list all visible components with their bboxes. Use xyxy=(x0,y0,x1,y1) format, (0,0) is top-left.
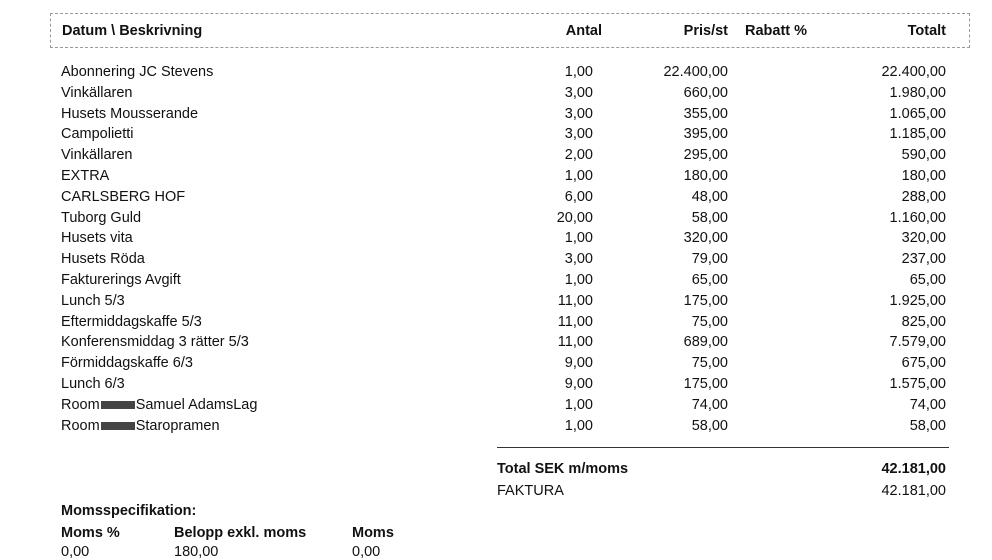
item-total: 180,00 xyxy=(901,167,946,184)
item-description: Förmiddagskaffe 6/3 xyxy=(61,355,193,372)
table-row xyxy=(0,312,992,333)
item-description: Eftermiddagskaffe 5/3 xyxy=(61,313,202,330)
item-price: 22.400,00 xyxy=(663,64,728,80)
item-total: 288,00 xyxy=(901,188,946,205)
item-quantity: 11,00 xyxy=(557,292,593,309)
item-total: 590,00 xyxy=(901,147,946,164)
item-quantity: 20,00 xyxy=(556,209,593,226)
table-row xyxy=(0,374,992,395)
item-quantity: 3,00 xyxy=(564,251,593,268)
item-description-suffix: Staropramen xyxy=(135,417,220,434)
item-total: 825,00 xyxy=(901,313,946,330)
item-quantity: 2,00 xyxy=(564,147,593,164)
item-total: 320,00 xyxy=(901,230,946,247)
item-description: Fakturerings Avgift xyxy=(61,271,181,288)
total-value: 42.181,00 xyxy=(881,461,946,477)
item-quantity: 1,00 xyxy=(564,167,593,184)
item-price: 75,00 xyxy=(691,355,728,372)
item-total: 22.400,00 xyxy=(881,64,946,80)
item-price: 689,00 xyxy=(683,334,728,351)
vat-value: 0,00 xyxy=(352,544,381,560)
item-total: 1.160,00 xyxy=(889,209,946,226)
item-price: 75,00 xyxy=(691,313,728,330)
table-row xyxy=(0,353,992,374)
item-price: 175,00 xyxy=(683,375,728,392)
item-quantity: 1,00 xyxy=(564,64,593,80)
item-quantity: 11,00 xyxy=(557,334,593,351)
item-description: Campolietti xyxy=(61,126,134,143)
item-price: 395,00 xyxy=(683,126,728,143)
table-row xyxy=(0,249,992,270)
table-row xyxy=(0,332,992,353)
item-description: Husets Mousserande xyxy=(61,105,199,122)
item-description: Husets Röda xyxy=(61,251,145,268)
table-row xyxy=(0,208,992,229)
table-row xyxy=(0,187,992,208)
item-price: 175,00 xyxy=(683,292,728,309)
item-total: 237,00 xyxy=(901,251,946,268)
redaction-bar xyxy=(101,401,135,409)
table-row xyxy=(0,83,992,104)
faktura-row xyxy=(0,481,992,501)
table-row xyxy=(0,291,992,312)
item-price: 295,00 xyxy=(683,147,728,164)
item-quantity: 3,00 xyxy=(564,84,593,101)
vat-rate-value: 0,00 xyxy=(61,544,90,560)
item-total: 1.980,00 xyxy=(889,84,946,101)
item-total: 74,00 xyxy=(909,396,946,413)
table-row xyxy=(0,270,992,291)
item-quantity: 1,00 xyxy=(564,271,593,288)
item-description: CARLSBERG HOF xyxy=(61,188,186,205)
item-total: 1.575,00 xyxy=(889,375,946,392)
item-description xyxy=(61,416,220,437)
vat-spec-title: Momsspecifikation: xyxy=(61,503,197,519)
item-description-prefix: Room xyxy=(61,417,100,434)
item-quantity: 1,00 xyxy=(564,396,593,413)
item-quantity: 6,00 xyxy=(564,188,593,205)
item-description-prefix: Room xyxy=(61,396,100,413)
item-description: Lunch 6/3 xyxy=(61,375,125,392)
item-total: 1.925,00 xyxy=(889,292,946,309)
item-total: 58,00 xyxy=(909,417,946,434)
item-price: 65,00 xyxy=(691,271,728,288)
faktura-label: FAKTURA xyxy=(497,483,564,499)
item-price: 355,00 xyxy=(683,105,728,122)
item-price: 74,00 xyxy=(691,396,728,413)
item-total: 65,00 xyxy=(909,271,946,288)
table-row xyxy=(0,416,992,437)
table-row xyxy=(0,145,992,166)
header-unit-price: Pris/st xyxy=(683,23,728,39)
item-quantity: 9,00 xyxy=(564,375,593,392)
item-total: 7.579,00 xyxy=(889,334,946,351)
item-total: 1.065,00 xyxy=(889,105,946,122)
total-row xyxy=(0,459,992,479)
header-quantity: Antal xyxy=(565,23,602,39)
item-total: 1.185,00 xyxy=(889,126,946,143)
item-description xyxy=(61,395,257,416)
faktura-value: 42.181,00 xyxy=(881,483,946,499)
item-quantity: 9,00 xyxy=(564,355,593,372)
item-price: 58,00 xyxy=(691,417,728,434)
item-description: Tuborg Guld xyxy=(61,209,142,226)
item-description: Husets vita xyxy=(61,230,133,247)
header-total: Totalt xyxy=(907,23,946,39)
item-price: 79,00 xyxy=(691,251,728,268)
table-row xyxy=(0,228,992,249)
item-total: 675,00 xyxy=(901,355,946,372)
redaction-bar xyxy=(101,422,135,430)
item-price: 320,00 xyxy=(683,230,728,247)
item-description-suffix: Samuel AdamsLag xyxy=(135,396,258,413)
item-quantity: 1,00 xyxy=(564,417,593,434)
table-row xyxy=(0,124,992,145)
item-price: 58,00 xyxy=(691,209,728,226)
item-price: 48,00 xyxy=(691,188,728,205)
item-description: Vinkällaren xyxy=(61,147,133,164)
item-description: Lunch 5/3 xyxy=(61,292,125,309)
item-quantity: 3,00 xyxy=(564,126,593,143)
item-quantity: 1,00 xyxy=(564,230,593,247)
table-row xyxy=(0,166,992,187)
item-description: EXTRA xyxy=(61,167,110,184)
vat-header-amount: Belopp exkl. moms xyxy=(174,525,307,541)
header-discount: Rabatt % xyxy=(745,23,808,39)
item-quantity: 3,00 xyxy=(564,105,593,122)
table-row xyxy=(0,62,992,83)
line-items xyxy=(0,62,992,436)
total-divider xyxy=(497,447,949,448)
vat-amount-value: 180,00 xyxy=(174,544,219,560)
item-description: Abonnering JC Stevens xyxy=(61,64,214,80)
item-description: Vinkällaren xyxy=(61,84,133,101)
total-label: Total SEK m/moms xyxy=(497,461,629,477)
item-description: Konferensmiddag 3 rätter 5/3 xyxy=(61,334,249,351)
item-price: 180,00 xyxy=(683,167,728,184)
vat-header-vat: Moms xyxy=(352,525,394,541)
table-row xyxy=(0,104,992,125)
table-row xyxy=(0,395,992,416)
vat-header-rate: Moms % xyxy=(61,525,120,541)
item-price: 660,00 xyxy=(683,84,728,101)
header-description: Datum \ Beskrivning xyxy=(62,23,203,39)
item-quantity: 11,00 xyxy=(557,313,593,330)
